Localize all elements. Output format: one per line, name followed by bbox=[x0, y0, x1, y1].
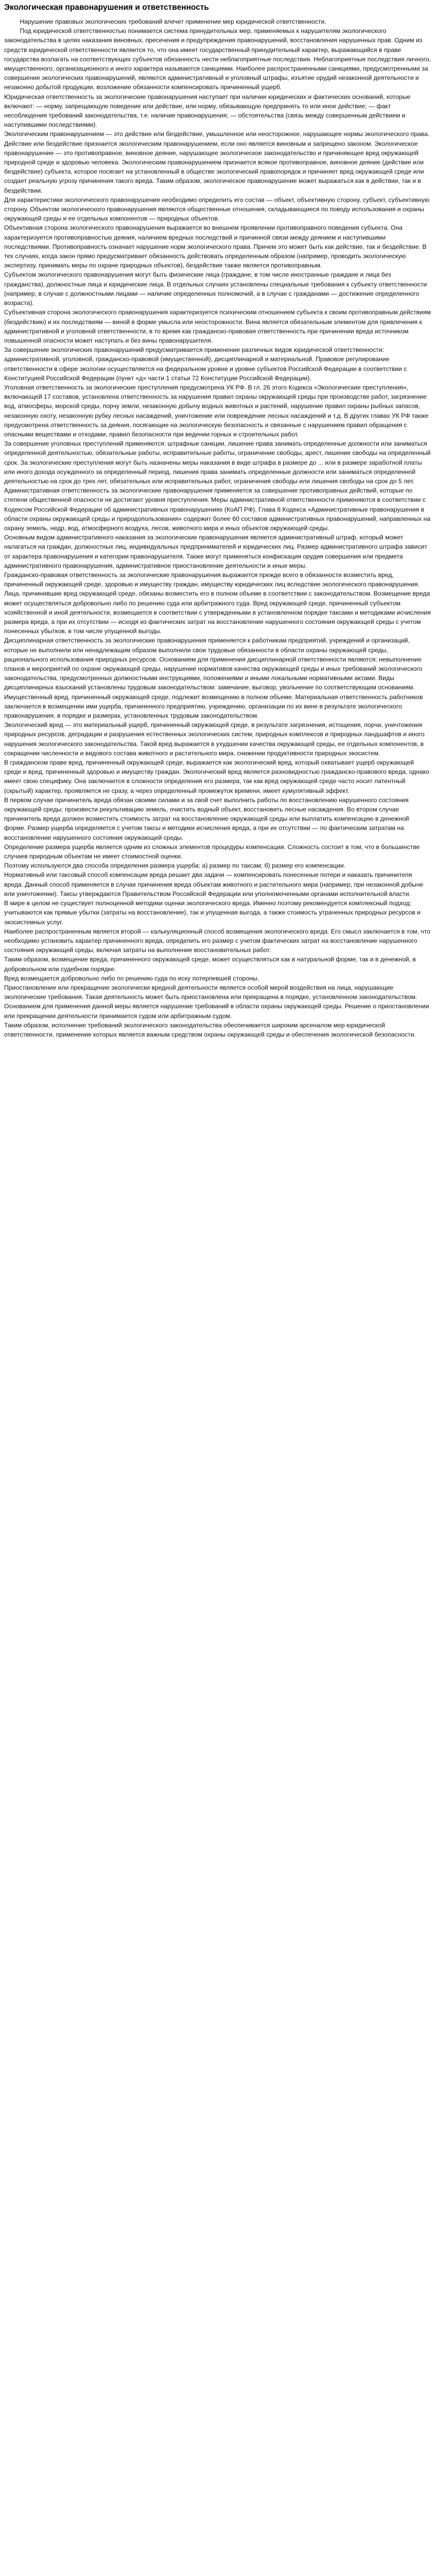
article-paragraph: За совершение уголовных преступлений применяются: штрафные санкции, лишение права занимать определенные должности или заниматься определенной деятельностью, обязательные работы, исправительные работы, ограничение свободы, арест, лишение свободы на определенный срок. За экологические преступления могут быть назначены меры наказания в виде штрафа в размере до ... или в размере заработной платы или иного дохода осужденного за определенный период, лишения права занимать определенные должности или заниматься определенной деятельностью на срок до трех лет, обязательных или исправительных работ, ограничения свободы или лишения свободы на срок до 5 лет. bbox=[4, 440, 431, 485]
article-paragraph: Экологический вред — это материальный ущерб, причиненный окружающей среде, в результате загрязнения, истощения, порчи, уничтожения природных ресурсов, деградации и разрушения естественных экологических систем, природных комплексов и природных ландшафтов и иного нарушения экологического законодательства. Такой вред выражается в ухудшении качества окружающей среды, ее отдельных компонентов, в сокращении численности и видового состава животного и растительного мира, снижении продуктивности природных экосистем. bbox=[4, 721, 425, 757]
article-paragraph: Гражданско-правовая ответственность за экологические правонарушения выражается прежде всего в обязанности возместить вред, причиненный окружающей среде, здоровью и имуществу граждан, имуществу юридических лиц вследствие экологического правонарушения. Лица, причинившие вред окружающей среде, обязаны возместить его в полном объеме в соответствии с законодательством. Возмещение вреда может осуществляться добровольно либо по решению суда или арбитражного суда. Вред окружающей среде, причиненный субъектом хозяйственной и иной деятельности, возмещается в соответствии с утвержденными в установленном порядке таксами и методиками исчисления размера вреда, а при их отсутствии — исходя из фактических затрат на восстановление нарушенного состояния окружающей среды с учетом понесенных убытков, в том числе упущенной выгоды. bbox=[4, 571, 431, 635]
article-paragraph: Субъектом экологического правонарушения могут быть физические лица (граждане, в том числе иностранные граждане и лица без гражданства), должностные лица и юридические лица. В отдельных случаях установлены специальные требования к субъекту ответственности (например, в случае с должностными лицами — наличие определенных полномочий, а в случае с гражданами — достижение определенного возраста). bbox=[4, 271, 427, 307]
article-paragraph: Экологическим правонарушением — это действие или бездействие, умышленное или неосторожное, нарушающее нормы экологического права. Действие или бездействие признается экологическим правонарушением, если оно является виновным и запрещено законом. Экологическое правонарушение — это противоправное, виновное деяние, нарушающее экологическое законодательство и причиняющее вред окружающей природной среде и здоровью человека. Экологическим правонарушением признается всякое противоправное, виновное деяние (действие или бездействие) субъекта, которое посягает на установленный в обществе экологический правопорядок и причиняет вред окружающей среде или создает реальную угрозу причинения такого вреда. Таким образом, экологическое правонарушение может выражаться как в действии, так и в бездействии. bbox=[4, 130, 430, 194]
article-paragraph: Нарушение правовых экологических требований влечет применение мер юридической ответственности. bbox=[20, 18, 326, 25]
article-paragraph: Определение размера ущерба является одним из сложных элементов процедуры компенсации. Сложность состоит в том, что в большинстве случаев природным объектам не имеет стоимостной оценки. bbox=[4, 843, 420, 860]
article-paragraph: Субъективная сторона экологического правонарушения характеризуется психическим отношением субъекта к своим противоправным действиям (бездействию) и их последствиям — виной в форме умысла или неосторожности. Вина является обязательным элементом для привлечения к административной и уголовной ответственности, в то время как гражданско-правовая ответственность при причинении вреда источником повышенной опасности может наступать и без вины правонарушителя. bbox=[4, 309, 431, 344]
article-paragraph: Приостановление или прекращение экологически вредной деятельности является особой мерой воздействия на лица, нарушающие экологические требования. Такая деятельность может быть приостановлена или прекращена в порядке, установленном законодательством. Основанием для применения данной меры является нарушение требований в области охраны окружающей среды. Решение о приостановлении или прекращении деятельности принимается судом или арбитражным судом. bbox=[4, 984, 429, 1020]
article-paragraph: Наиболее распространенным является второй — калькуляционный способ возмещения экологического вреда. Его смысл заключается в том, что необходимо установить характер причиненного вреда, определить его размер с учетом фактических затрат на восстановление нарушенного состояния окружающей среды, включая затраты на выполнение восстановительных работ. bbox=[4, 927, 430, 954]
article-paragraph: За совершение экологических правонарушений предусматривается применение различных видов юридической ответственности: административной, уголовной, гражданско-правовой (имущественной), дисциплинарной и материальной. Правовое регулирование ответственности в сфере экологии осуществляется на федеральном уровне и уровне субъектов Российской Федерации в соответствии с Конституцией Российской Федерации (пункт «д» части 1 статьи 72 Конституции Российской Федерации). bbox=[4, 346, 407, 382]
article-paragraph: В гражданском праве вред, причиненный окружающей среде, выражается как экологический вред, который охватывает ущерб окружающей среде и вред, причиненный здоровью и имуществу граждан. Экологический вред является разновидностью гражданско-правового вреда, однако имеет свою специфику. Она заключается в сложности определения его размера, так как вред окружающей среде часто носит латентный (скрытый) характер, проявляется не сразу, а через определенный промежуток времени, имеет кумулятивный эффект. bbox=[4, 759, 429, 794]
article-paragraph: В первом случае причинитель вреда обязан своими силами и за свой счет выполнить работы по восстановлению нарушенного состояния окружающей среды: произвести рекультивацию земель, очистить водный объект, восстановить лесные насаждения. Во втором случае причинитель вреда должен возместить стоимость затрат на восстановление окружающей среды или выплатить компенсацию в денежной форме. Размер ущерба определяется с учетом таксы и методики исчисления вреда, а при их отсутствии — по фактическим затратам на восстановление нарушенного состояния окружающей среды. bbox=[4, 796, 409, 841]
article-paragraph: Вред возмещается добровольно либо по решению суда по иску потерпевшей стороны. bbox=[4, 974, 259, 982]
article-paragraph: Дисциплинарная ответственность за экологические правонарушения применяется к работникам предприятий, учреждений и организаций, которые не выполнили или ненадлежащим образом выполнили свои трудовые обязанности в области охраны окружающей среды, рационального использования природных ресурсов. Основанием для применения дисциплинарной ответственности являются: невыполнение планов и мероприятий по охране окружающей среды, нарушение нормативов качества окружающей среды и иных требований экологического законодательства, предусмотренных должностными инструкциями, положениями и иными локальными нормативными актами. Виды дисциплинарных взысканий установлены трудовым законодательством: замечание, выговор, увольнение по соответствующим основаниям. bbox=[4, 637, 423, 691]
article-paragraph: Нормативный или таксовый способ компенсации вреда решает два задачи — компенсировать понесенные потери и наказать причинителя вреда. Данный способ применяется в случае причинения вреда объектам животного и растительного мира (например, при незаконной добыче или уничтожении). Таксы утверждаются Правительством Российской Федерации или уполномоченными органами исполнительной власти. bbox=[4, 871, 424, 897]
article-paragraph: Уголовная ответственность за экологические преступления предусмотрена УК РФ. В гл. 26 этого Кодекса «Экологические преступления», включающей 17 составов, установлена ответственность за нарушения правил охраны окружающей среды при производстве работ, загрязнение вод, атмосферы, морской среды, порчу земли, незаконную добычу водных животных и растений, нарушение правил охраны рыбных запасов, незаконную охоту, незаконную рубку лесных насаждений, уничтожение или повреждение лесных насаждений и т.д. В других главах УК РФ также предусмотрена ответственность за деяния, посягающие на экологическую безопасность и связанные с нарушением правил обращения с опасными веществами и отходами, правил безопасности при ведении горных и строительных работ. bbox=[4, 383, 429, 438]
article-paragraph: Таким образом, исполнение требований экологического законодательства обеспечивается широким арсеналом мер юридической ответственности, применение которых является важным средством охраны окружающей среды и обеспечения экологической безопасности. bbox=[4, 1021, 416, 1038]
article-paragraph: Под юридической ответственностью понимается система принудительных мер, применяемых к нарушителям экологического законодательства в целях наказания виновных, пресечения и предупреждения правонарушений, восстановления нарушенных прав. Одним из средств юридической ответственности является то, что она имеет государственный принудительный характер, выражающийся в праве государства возлагать на соответствующих субъектов обязанность нести неблагоприятные последствия. Неблагоприятные последствия личного, имущественного, организационного и иного характера называются санкциями. Наиболее распространенными санкциями, предусмотренными за совершение экологических правонарушений, являются административный и уголовный штрафы, изъятие орудий незаконной деятельности и незаконно добытой продукции, возложение обязанности компенсировать причиненный ущерб. bbox=[4, 27, 431, 91]
article-paragraph: Административная ответственность за экологические правонарушения применяется за совершение противоправных действий, которые по степени общественной опасности не достигают уровня преступления. Меры административной ответственности применяются в соответствии с Кодексом Российской Федерации об административных правонарушениях (КоАП РФ). Глава 8 Кодекса «Административные правонарушения в области охраны окружающей среды и природопользования» содержит более 60 составов административных правонарушений, направленных на охрану земель, недр, вод, атмосферного воздуха, лесов, животного мира и иных объектов окружающей среды. bbox=[4, 487, 431, 532]
article-paragraph: Юридическая ответственность за экологические правонарушения наступает при наличии юридических и фактических оснований, которые включают: — норму, запрещающую поведение или действие, или норму, обязывающую предпринять то или иное действие; — факт несоблюдения требований законодательства, т.е. наличие правонарушения; — обстоятельства (связь между совершенным действием и наступившими последствиями). bbox=[4, 93, 411, 129]
article-body bbox=[4, 17, 432, 1039]
article-paragraph: Основным видом административного наказания за экологические правонарушения является административный штраф, который может налагаться на граждан, должностных лиц, индивидуальных предпринимателей и юридических лиц. Размер административного штрафа зависит от характера правонарушения и категории правонарушителя. Также могут применяться конфискация орудия совершения или предмета административного правонарушения, административное приостановление деятельности и иные меры. bbox=[4, 534, 427, 569]
article-paragraph: В мире в целом не существует полноценной методики оценки экологического вреда. Именно поэтому рекомендуется комплексный подход: учитываются как прямые убытки (затраты на восстановление), так и упущенная выгода, а также стоимость утраченных природных ресурсов и экосистемных услуг. bbox=[4, 900, 421, 926]
article-paragraph: Объективная сторона экологического правонарушения выражается во внешнем проявлении противоправного поведения субъекта. Она характеризуется противоправностью деяния, наличием вредных последствий и причинной связи между деянием и наступившими последствиями. Противоправность означает нарушение норм экологического права. Причем это может быть как действие, так и бездействие. В тех случаях, когда закон прямо предусматривает обязанность действовать определенным образом (например, проводить экологическую экспертизу, принимать меры по охране природных объектов), бездействие также является противоправным. bbox=[4, 224, 427, 269]
article-paragraph: Имущественный вред, причиненный окружающей среде, подлежит возмещению в полном объеме. Материальная ответственность работников заключается в возмещении ими ущерба, причиненного предприятию, учреждению, организации по их вине в результате экологического правонарушения, в порядке и размерах, установленных трудовым законодательством. bbox=[4, 693, 423, 720]
article-paragraph: Таким образом, возмещение вреда, причиненного окружающей среде, может осуществляться как в натуральной форме, так и в денежной, в добровольном или судебном порядке. bbox=[4, 956, 416, 973]
article-title: Экологическая правонарушения и ответственность bbox=[4, 3, 209, 12]
article-page bbox=[0, 3, 436, 1039]
article-paragraph: Поэтому используются два способа определения размера ущерба: а) размер по таксам; б) размер его компенсации. bbox=[4, 862, 346, 870]
article-paragraph: Для характеристики экологического правонарушения необходимо определить его состав — объект, объективную сторону, субъект, субъективную сторону. Объектом экологического правонарушения являются общественные отношения, складывающиеся по поводу использования и охраны окружающей среды и ее отдельных компонентов — природных объектов. bbox=[4, 196, 430, 223]
